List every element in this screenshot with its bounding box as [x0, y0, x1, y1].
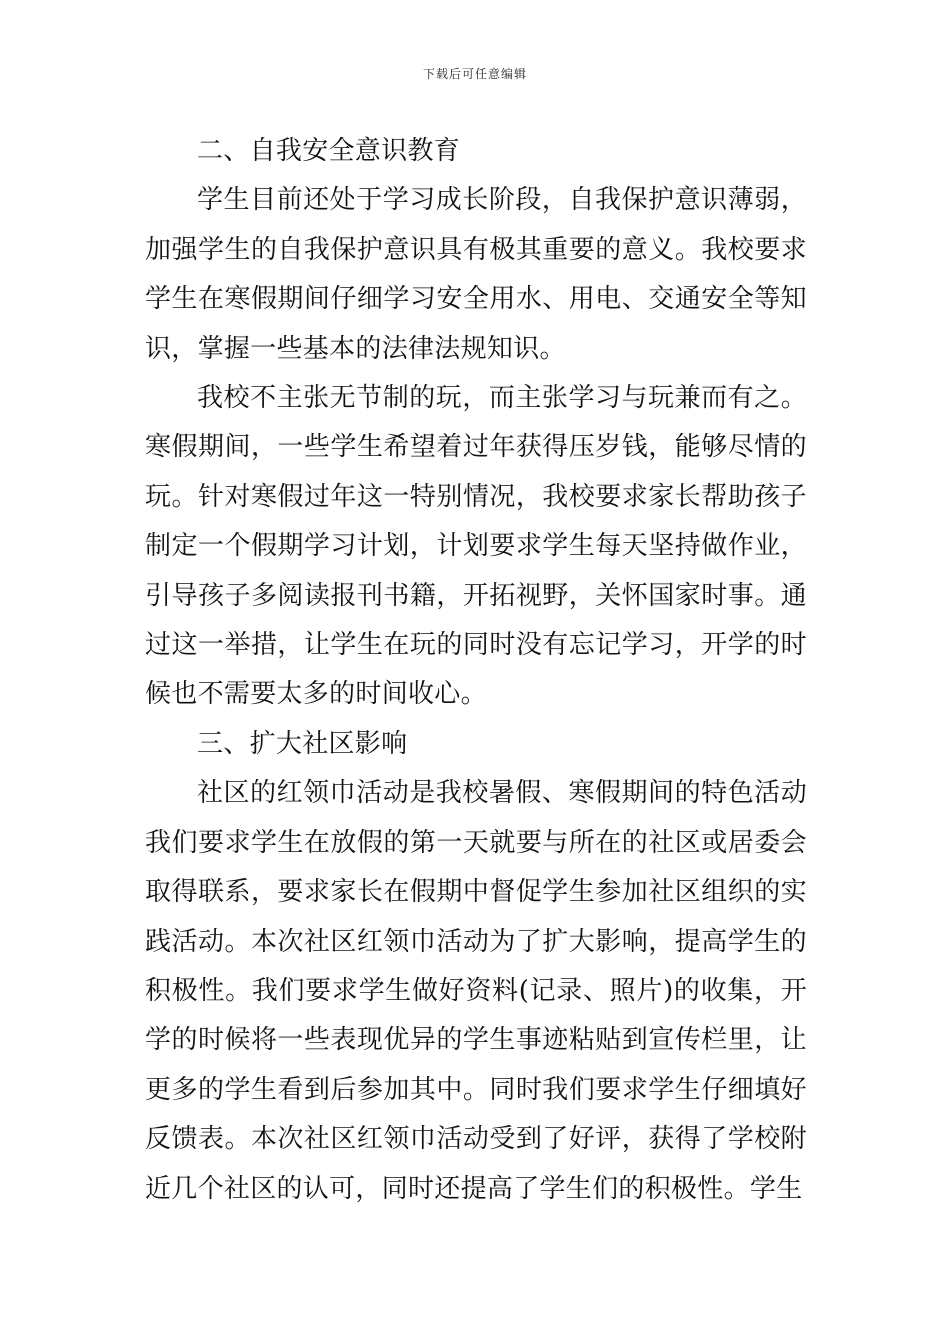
section-heading-community: 三、扩大社区影响 — [197, 728, 408, 759]
paragraph-self-protection: 学生目前还处于学习成长阶段，自我保护意识薄弱，加强学生的自我保护意识具有极其重要的意义。我校要求学生在寒假期间仔细学习安全用水、用电、交通安全等知识，掌握一些基本的法律法规知识。 — [145, 185, 807, 364]
page-header-note: 下载后可任意编辑 — [422, 67, 527, 81]
document-body — [145, 127, 807, 1214]
paragraph-red-scarf-activity: 社区的红领巾活动是我校暑假、寒假期间的特色活动我们要求学生在放假的第一天就要与所在的社区或居委会取得联系，要求家长在假期中督促学生参加社区组织的实践活动。本次社区红领巾活动为了扩大影响，提高学生的积极性。我们要求学生做好资料(记录、照片)的收集，开学的时候将一些表现优异的学生事迹粘贴到宣传栏里，让更多的学生看到后参加其中。同时我们要求学生仔细填好反馈表。本次社区红领巾活动受到了好评，获得了学校附近几个社区的认可，同时还提高了学生们的积极性。学生 — [145, 778, 807, 1204]
paragraph-study-and-play: 我校不主张无节制的玩，而主张学习与玩兼而有之。寒假期间，一些学生希望着过年获得压岁钱，能够尽情的玩。针对寒假过年这一特别情况，我校要求家长帮助孩子制定一个假期学习计划，计划要求学生每天坚持做作业，引导孩子多阅读报刊书籍，开拓视野，关怀国家时事。通过这一举措，让学生在玩的同时没有忘记学习，开学的时候也不需要太多的时间收心。 — [145, 383, 807, 710]
section-heading-self-safety: 二、自我安全意识教育 — [197, 136, 461, 166]
